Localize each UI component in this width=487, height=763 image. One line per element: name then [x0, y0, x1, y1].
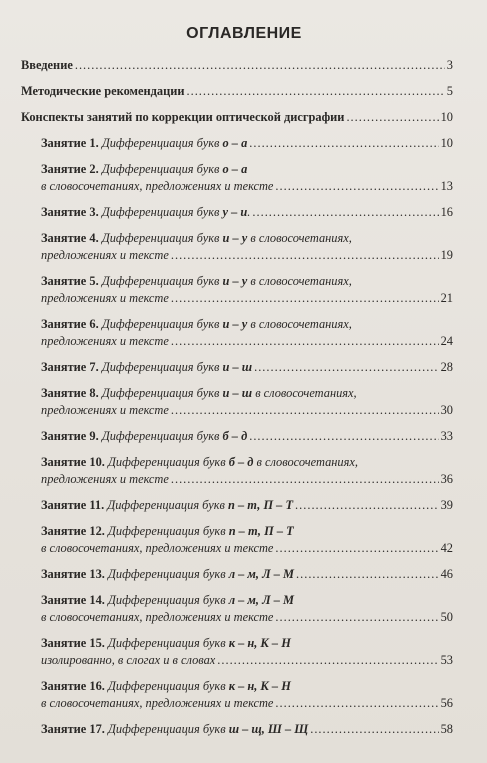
- lesson-title-continuation: изолированно, в слогах и в словах: [41, 653, 216, 667]
- toc-entry-lesson[interactable]: [21, 592, 453, 626]
- toc-page-number: 39: [440, 498, 453, 512]
- toc-page-number: 36: [440, 472, 453, 486]
- toc-page-number: 5: [446, 84, 453, 98]
- toc-page-number: 53: [440, 653, 453, 667]
- lesson-title-continuation: предложениях и тексте: [41, 472, 169, 486]
- lesson-letters: о – а: [222, 136, 248, 150]
- lesson-title: [102, 316, 352, 333]
- lesson-title-tail: .: [247, 205, 251, 219]
- toc-page-number: 46: [440, 567, 453, 581]
- dot-leader: [296, 566, 439, 583]
- lesson-number: Занятие 3.: [41, 205, 99, 219]
- lesson-letters: о – а: [222, 162, 248, 176]
- lesson-title-tail: в словосочетаниях,: [247, 317, 352, 331]
- lesson-number: Занятие 15.: [41, 636, 105, 650]
- lesson-title-tail: в словосочетаниях,: [252, 386, 357, 400]
- toc-entry-lesson[interactable]: [21, 523, 453, 557]
- toc-entry-label: Конспекты занятий по коррекции оптической дисграфии: [21, 110, 345, 124]
- lesson-letters: и – у: [222, 231, 248, 245]
- lesson-number: Занятие 14.: [41, 593, 105, 607]
- lesson-number: Занятие 12.: [41, 524, 105, 538]
- toc-page-number: 50: [440, 610, 453, 624]
- dot-leader: [171, 247, 439, 264]
- toc-entry-lesson[interactable]: [21, 230, 453, 264]
- lesson-title-text: Дифференциация букв: [108, 679, 229, 693]
- lesson-title-text: Дифференциация букв: [101, 360, 223, 374]
- toc-list: [21, 57, 453, 738]
- toc-entry-label: Методические рекомендации: [21, 84, 185, 98]
- lesson-title: [102, 161, 247, 178]
- lesson-title: [108, 678, 291, 695]
- lesson-title-continuation: предложениях и тексте: [41, 334, 169, 348]
- lesson-letters: б – д: [222, 429, 248, 443]
- dot-leader: [275, 178, 438, 195]
- toc-page-number: 24: [440, 334, 453, 348]
- lesson-letters: ш – щ, Ш – Щ: [228, 722, 309, 736]
- lesson-title-tail: в словосочетаниях,: [247, 274, 352, 288]
- lesson-title: [108, 523, 294, 540]
- lesson-title-text: Дифференциация букв: [101, 231, 223, 245]
- lesson-list: [21, 135, 453, 738]
- lesson-title: [102, 359, 252, 376]
- lesson-title: [107, 497, 293, 514]
- toc-entry-lesson-notes[interactable]: [21, 109, 453, 126]
- lesson-title-text: Дифференциация букв: [101, 205, 223, 219]
- dot-leader: [295, 497, 439, 514]
- lesson-letters: и – ш: [222, 386, 253, 400]
- lesson-title-text: Дифференциация букв: [108, 593, 229, 607]
- lesson-title-continuation: в словосочетаниях, предложениях и тексте: [41, 696, 274, 710]
- toc-page-number: 33: [440, 429, 453, 443]
- lesson-title: [108, 454, 358, 471]
- lesson-title-continuation: предложениях и тексте: [41, 403, 169, 417]
- lesson-title: [108, 635, 291, 652]
- lesson-title-text: Дифференциация букв: [101, 274, 223, 288]
- toc-entry-lesson[interactable]: [21, 161, 453, 195]
- toc-page-number: 21: [440, 291, 453, 305]
- lesson-letters: б – д: [228, 455, 254, 469]
- lesson-title-text: Дифференциация букв: [108, 722, 229, 736]
- lesson-letters: и – ш: [222, 360, 253, 374]
- lesson-number: Занятие 10.: [41, 455, 105, 469]
- lesson-title: [102, 230, 352, 247]
- toc-page-number: 30: [440, 403, 453, 417]
- lesson-letters: л – м, Л – М: [228, 593, 295, 607]
- lesson-title-text: Дифференциация букв: [101, 162, 223, 176]
- lesson-number: Занятие 6.: [41, 317, 99, 331]
- toc-page-number: 10: [440, 110, 453, 124]
- lesson-number: Занятие 7.: [41, 360, 99, 374]
- dot-leader: [249, 135, 438, 152]
- toc-entry-lesson[interactable]: [21, 316, 453, 350]
- toc-entry-lesson[interactable]: [21, 428, 453, 445]
- lesson-title: [102, 273, 352, 290]
- lesson-number: Занятие 13.: [41, 567, 105, 581]
- lesson-letters: л – м, Л – М: [228, 567, 295, 581]
- lesson-title-text: Дифференциация букв: [108, 636, 229, 650]
- toc-page-number: 56: [440, 696, 453, 710]
- lesson-title-text: Дифференциация букв: [101, 386, 223, 400]
- toc-entry-label: Введение: [21, 58, 73, 72]
- dot-leader: [275, 695, 438, 712]
- toc-entry-lesson[interactable]: [21, 721, 453, 738]
- lesson-title-tail: в словосочетаниях,: [253, 455, 358, 469]
- dot-leader: [171, 333, 439, 350]
- toc-entry-lesson[interactable]: [21, 497, 453, 514]
- toc-entry-lesson[interactable]: [21, 635, 453, 669]
- lesson-title-text: Дифференциация букв: [108, 524, 229, 538]
- lesson-title-tail: в словосочетаниях,: [247, 231, 352, 245]
- lesson-number: Занятие 8.: [41, 386, 99, 400]
- lesson-number: Занятие 17.: [41, 722, 105, 736]
- lesson-title-continuation: в словосочетаниях, предложениях и тексте: [41, 179, 274, 193]
- lesson-letters: к – н, К – Н: [228, 679, 291, 693]
- page-title: ОГЛАВЛЕНИЕ: [186, 25, 302, 42]
- dot-leader: [346, 109, 438, 126]
- toc-page-number: 19: [440, 248, 453, 262]
- lesson-title-continuation: предложениях и тексте: [41, 248, 169, 262]
- lesson-letters: п – т, П – Т: [228, 524, 294, 538]
- lesson-title: [102, 135, 247, 152]
- dot-leader: [217, 652, 438, 669]
- lesson-title: [108, 721, 308, 738]
- toc-page-number: 16: [440, 205, 453, 219]
- lesson-letters: и – у: [222, 317, 248, 331]
- lesson-number: Занятие 5.: [41, 274, 99, 288]
- toc-page-number: 13: [440, 179, 453, 193]
- toc-page-number: 10: [440, 136, 453, 150]
- toc-entry-lesson[interactable]: [21, 273, 453, 307]
- lesson-title: [108, 592, 294, 609]
- toc-entry-guidelines[interactable]: [21, 83, 453, 100]
- dot-leader: [171, 290, 439, 307]
- lesson-number: Занятие 1.: [41, 136, 99, 150]
- lesson-letters: и – у: [222, 274, 248, 288]
- toc-page-number: 3: [446, 58, 453, 72]
- lesson-title: [102, 204, 251, 221]
- toc-entry-lesson[interactable]: [21, 385, 453, 419]
- lesson-title-continuation: в словосочетаниях, предложениях и тексте: [41, 610, 274, 624]
- lesson-title-continuation: предложениях и тексте: [41, 291, 169, 305]
- toc-entry-lesson[interactable]: [21, 359, 453, 376]
- lesson-letters: у – и: [222, 205, 248, 219]
- dot-leader: [249, 428, 438, 445]
- toc-entry-lesson[interactable]: [21, 566, 453, 583]
- lesson-title-text: Дифференциация букв: [101, 429, 223, 443]
- dot-leader: [75, 57, 445, 74]
- lesson-title: [102, 385, 357, 402]
- lesson-title-continuation: в словосочетаниях, предложениях и тексте: [41, 541, 274, 555]
- dot-leader: [275, 540, 438, 557]
- dot-leader: [310, 721, 438, 738]
- toc-page-number: 58: [440, 722, 453, 736]
- lesson-title: [108, 566, 294, 583]
- lesson-number: Занятие 2.: [41, 162, 99, 176]
- lesson-title: [102, 428, 247, 445]
- toc-entry-lesson[interactable]: [21, 454, 453, 488]
- lesson-letters: к – н, К – Н: [228, 636, 291, 650]
- dot-leader: [187, 83, 445, 100]
- toc-entry-lesson[interactable]: [21, 204, 453, 221]
- lesson-title-text: Дифференциация букв: [101, 136, 223, 150]
- toc-entry-lesson[interactable]: [21, 135, 453, 152]
- lesson-number: Занятие 9.: [41, 429, 99, 443]
- dot-leader: [254, 359, 439, 376]
- lesson-title-text: Дифференциация букв: [101, 317, 223, 331]
- dot-leader: [171, 471, 439, 488]
- lesson-title-text: Дифференциация букв: [108, 455, 229, 469]
- toc-page-number: 28: [440, 360, 453, 374]
- lesson-number: Занятие 4.: [41, 231, 99, 245]
- lesson-title-text: Дифференциация букв: [107, 498, 229, 512]
- dot-leader: [171, 402, 439, 419]
- dot-leader: [275, 609, 438, 626]
- dot-leader: [252, 204, 438, 221]
- toc-page-number: 42: [440, 541, 453, 555]
- toc-entry-lesson[interactable]: [21, 678, 453, 712]
- toc-entry-introduction[interactable]: [21, 57, 453, 74]
- lesson-letters: п – т, П – Т: [228, 498, 294, 512]
- lesson-title-text: Дифференциация букв: [108, 567, 229, 581]
- lesson-number: Занятие 11.: [41, 498, 105, 512]
- lesson-number: Занятие 16.: [41, 679, 105, 693]
